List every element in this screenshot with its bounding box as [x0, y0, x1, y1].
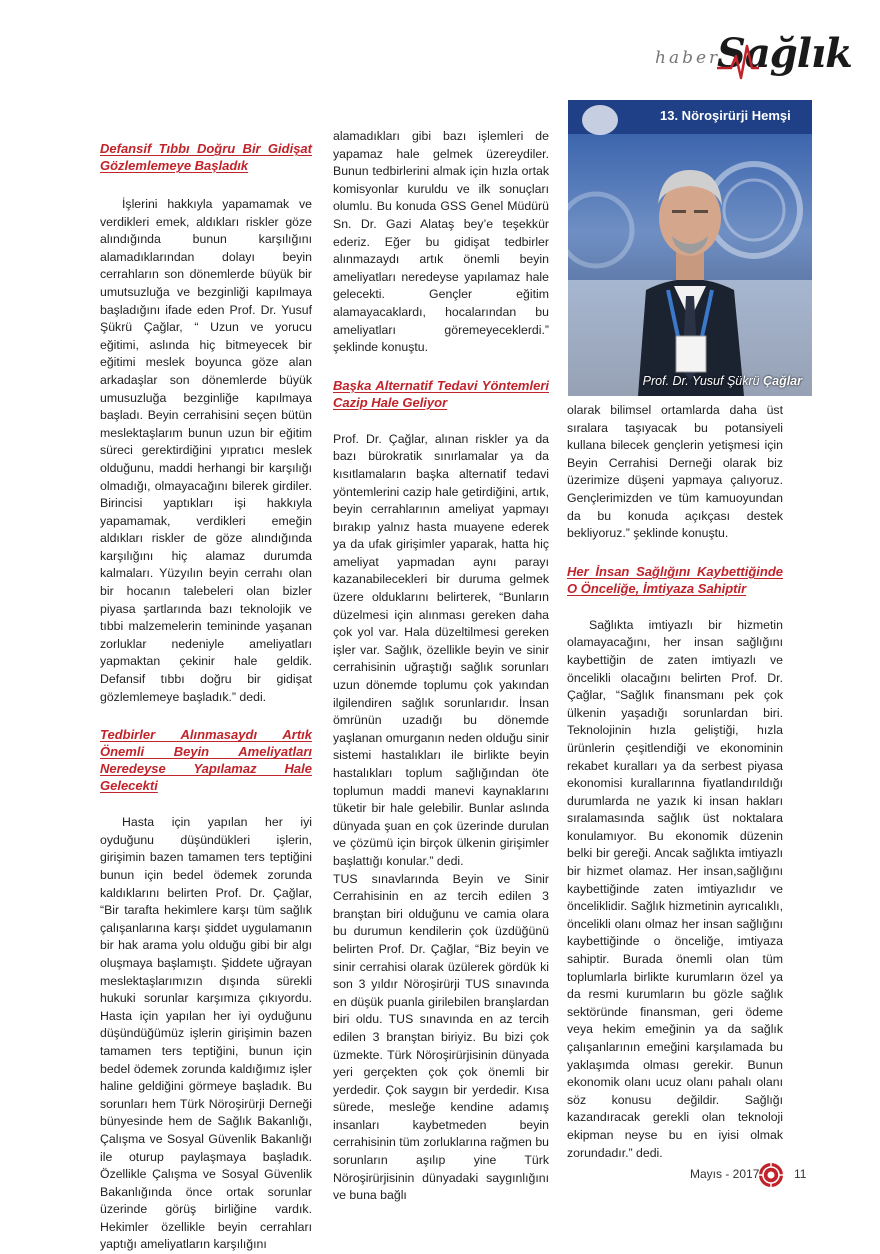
event-banner-text: 13. Nöroşirürji Hemşi [660, 108, 791, 123]
ekg-line-icon [717, 42, 797, 82]
section-heading-imtiyaz: Her İnsan Sağlığını Kaybettiğinde O Önceliğe, İmtiyaza Sahiptir [567, 563, 783, 596]
column-right [567, 402, 783, 1162]
logo-main-text: Sağlık [717, 30, 852, 77]
paragraph-imtiyaz: Sağlıkta imtiyazlı bir hizmetin olamayacağını, her insan sağlığını kaybettiğin de zaten imtiyazlı ve öncelikli olacağını belirten Prof. Dr. Çağlar, “Sağlık finansmanı pek çok ülkenin yaşadığı sorunlardan biri. Teknolojinin hızla geliştiği, hızla ürünlerin çeşitlendiği ve ekonominin rekabet kuralları ya da serbest piyasa ekonomisi kurallarınna fiyatlandırıldığı durumlarda ne yazık ki insan hakları sıralamasında sağlık üst noktalara konulamıyor. Bu ekonomik düzenin belki bir gereği. Ancak sağlıkta imtiyazlı bir hizmet olamaz. Her insan,sağlığını kaybettiğinde zaten imtiyazlıdır ve önceliklidir. Sağlık hizmetinin ayrıcalıklı, öncelikli olanı olmaz her insan sağlığını kaybettiğinde o önceliğe, imtiyaza sahiptir. Burada önemli olan tüm toplumlarla birlikte kurumların özel ya da resmi kurumların bu gözle sağlık sektöründe finansman, geri ödeme veya hekim emeğinin ya da sağlık çalışanlarının emeğini karşılamada bu yaklaşımda olması gerekir. Bunun ekonomik olanı ucuz olanı pahalı olanı söz konusu değildir. Sağlığı kazandıracak gerekli olan teknoloji ekipman neyse bu en iyisi olmak zorundadır.” dedi. [567, 617, 783, 1160]
portrait-illustration [568, 100, 812, 396]
magazine-emblem-icon [758, 1162, 784, 1188]
section-heading-tedbirler: Tedbirler Alınmasaydı Artık Önemli Beyin Ameliyatları Neredeyse Yapılamaz Hale Gelecekti [100, 727, 312, 794]
photo-caption [643, 374, 802, 388]
section-heading-defansif: Defansif Tıbbı Doğru Bir Gidişat Gözlemlemeye Başladık [100, 141, 312, 173]
caption-surname: Çağlar [763, 374, 802, 388]
caption-name: Prof. Dr. Yusuf Şükrü [642, 374, 760, 388]
magazine-logo [655, 30, 855, 100]
issue-date: Mayıs - 2017 [690, 1167, 760, 1181]
page-number: 11 [794, 1167, 807, 1181]
paragraph-continued-right: olarak bilimsel ortamlarda daha üst sıralara taşıyacak bu potansiyeli kullana bilecek gençlerin yetişmesi için Beyin Cerrahisi Derneği olarak biz üzerimize düşeni yapmaya çalıyoruz. Gençlerimizden ve tüm kamuoyundan da bu konuda açıkçası destek bekliyoruz.” şeklinde konuştu. [567, 403, 783, 541]
paragraph-tus: TUS sınavlarında Beyin ve Sinir Cerrahisinin en az tercih edilen 3 branştan biri olduğunu ve camia olara bu durumun kendilerin çok üzdüğünü belirten Prof. Dr. Çağlar, “Biz beyin ve sinir cerrahisi olarak üzülerek gördük ki son 3 yıldır Nöroşirürji TUS sınavında en düşük puanla girilebilen branşlardan biri oldu. TUS sınavında en az tercih edilen 3 branştan biriyiz. Bu bizi çok üzmekte. Türk Nöroşirürjisinin dünyada yeri gerçekten çok çok önemli bir yerdedir. Çok saygın bir yerdedir. Kısa sürede, mesleğe kendine adamış insanları kaybetmeden beyin cerrahisinin tüm zorluklarına rağmen bu sorunların aşılıp yine Türk Nöroşirürjisinin dünyadaki saygınlığını ve buna bağlı [333, 871, 549, 1203]
column-middle [333, 128, 549, 1205]
paragraph-tedbirler: Hasta için yapılan her iyi oyduğunu düşündükleri işlerin, girişimin bazen tamamen ters teptiğini bunun için bedel ödemek zorunda kaldıklarını belirten Prof. Dr. Çağlar, “Bir tarafta hekimlere karşı tüm sağlık çalışanlarına karşı şiddet uygulamanın bir hak arama yolu olduğu gibi bir algı oluşmaya başlamıştı. Şiddete uğrayan meslektaşlarımızın dışında sürekli hukuki sorunlar karşımıza çıkıyordu. Hasta için yapılan her iyi oyduğunu düşündüğümüz işlerin girişimin bazen tamamen ters teptiğini, bunun için bedel ödemek zorunda kaldığımız işler haline geldiğini görmeye başladık. Bu sorunları hem Türk Nöroşirürji Derneği bünyesinde hem de Sağlık Bakanlığı, Çalışma ve Sosyal Güvenlik Bakanlığı ile oturup paylaşmaya başladık. Özellikle Çalışma ve Sosyal Güvenlik Bakanlığında önce ortak sorunlar üzerinde görüş birliğine vardık. Hekimler özellikle beyin cerrahları yaptığı ameliyatların karşılığını [100, 815, 312, 1252]
paragraph-alternatif: Prof. Dr. Çağlar, alınan riskler ya da bazı bürokratik sınırlamalar ya da kısıtlamaların başka alternatif tedavi yöntemlerini cazip hale getirdiğini, artık, beyin cerrahlarının ameliyat yapmayı bırakıp yalnız hasta muayene ederek ya da ufak girişimler yaparak, hatta hiç ameliyat yapmadan aynı parayı kazanabilecekleri bir duruma gelmek üzere olduklarını belirterek, “Bunların düzelmesi için alınması gereken daha çok yol var. Hala düzeltilmesi gereken işler var. Sağlık, özellikle beyin ve sinir cerrahisinin uğraştığı sağlık sorunları uzun dönemde toplumu çok yakından ilgilendiren sağlık sorunlarıdır. İnsan ömrünün uzadığı bu dönemde yaşlanan omurganın neden olduğu sinir sistemi hastalıkları ile birlikte beyin hastalıkları toplum sağlığından öte toplumun maddi manevi kaynaklarını tüketir bir hale gelebilir. Bunlar aslında dünyada şuan en çok üzerinde durulan ve çözümü için birçok ülkenin girişimler başlattığı konular.” dedi. [333, 431, 549, 868]
logo-small-text: haber [655, 48, 721, 68]
column-left [100, 140, 312, 1254]
paragraph-continued: alamadıkları gibi bazı işlemleri de yapamaz hale gelmek üzereydiler. Bunun tedbirlerini almak için hızla ortak komisyonlar kuruldu ve ilk sonuçları olumlu. Bu konuda GSS Genel Müdürü Sn. Dr. Gazi Alataş bey’e teşekkür ederiz. Eğer bu gidişat tedbirler alınmazaydı artık önemli beyin ameliyatları neredeyse yapılamaz hale gelecekti. Gençler eğitim alamayacaklardı, hocalarından bu ameliyatları göremeyeceklerdi.” şeklinde konuştu. [333, 129, 549, 355]
section-heading-alternatif: Başka Alternatif Tedavi Yöntemleri Cazip Hale Geliyor [333, 377, 549, 410]
portrait-photo [568, 100, 812, 396]
paragraph-defansif: İşlerini hakkıyla yapamamak ve verdikleri emek, aldıkları riskler göze alındığında bunun karşılığını alamadıklarından dolayı beyin cerrahların son dönemlerde büyük bir umutsuzluğa ve bezginliği kapılmaya başladığını ifade eden Prof. Dr. Yusuf Şükrü Çağlar, “ Uzun ve yorucu eğitimi, aslında hiç bitmeyecek bir eğitimi meslek boyunca göze alan arkadaşlar son dönemlerde büyük umusuzluğa bezginliğe kapılmaya başladı. Beyin cerrahisini seçen bütün meslektaşlarım bunun uzun bir eğitim süreci gerektirdiğini yıpratıcı meslek olduğunu, maddi herhangi bir karşılığı olmadığı, olmayacağını bilerek girdiler. Birincisi yaptıkları işi hakkıyla yapamamak, verdikleri emeğin aldıkları riskler de göze alındığında karşılığını hiç alamaz durumda kalmaları. Yüzyılın beyin cerrahı olan bir hocanın talebeleri olan bizler piyasa şartlarında bazı teknolojik ve tıbbi malzemelerin temininde yaşanan zorluklar nedeniyle ameliyatları yapmaktan çekinir hale geldik. Defansif tıbbı doğru bir gidişat gözlemlemeye başladık.” dedi. [100, 197, 312, 704]
page-footer [690, 1162, 820, 1186]
